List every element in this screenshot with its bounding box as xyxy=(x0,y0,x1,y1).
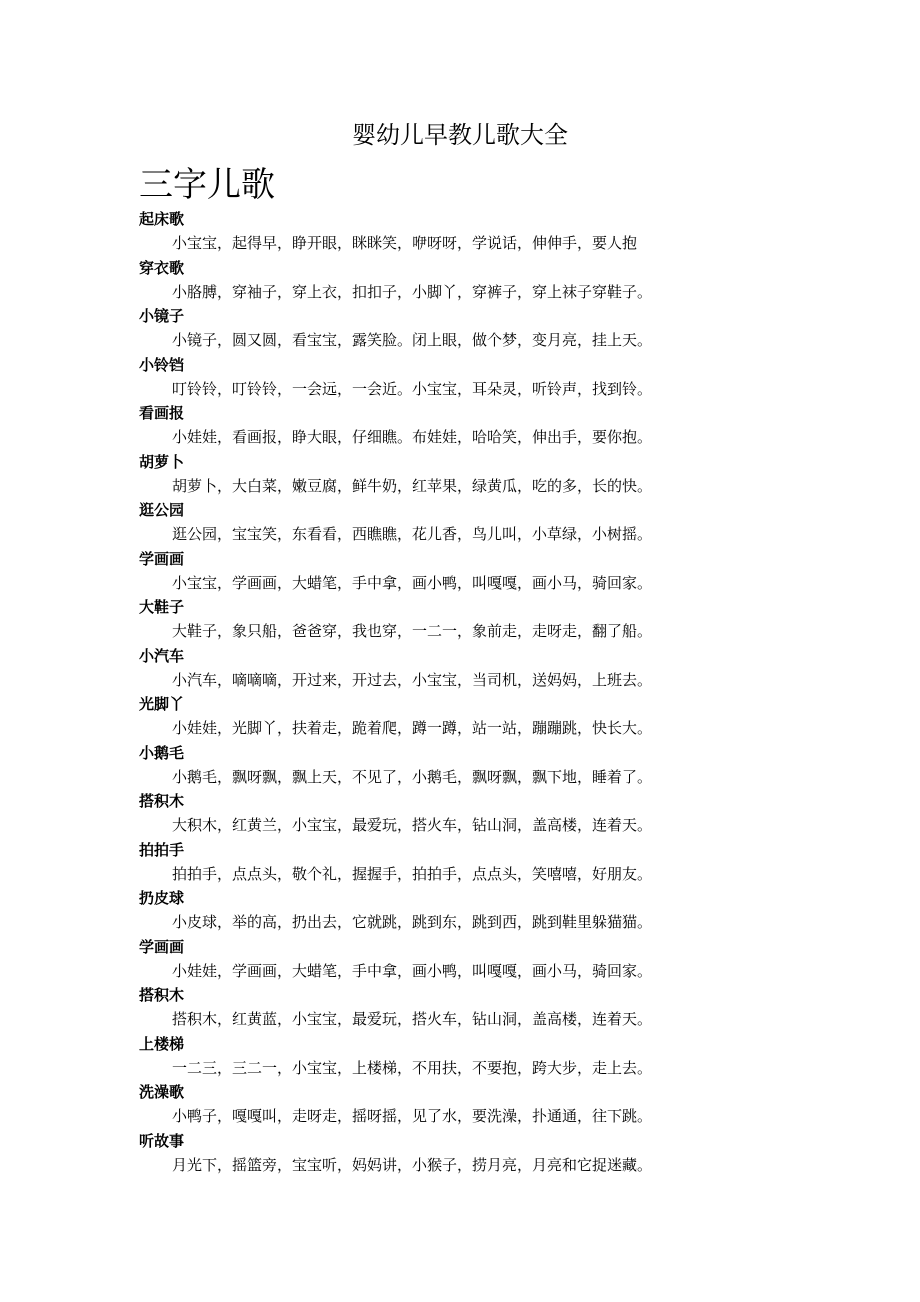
song-item xyxy=(139,789,699,838)
song-lyrics: 大积木，红黄兰，小宝宝，最爱玩，搭火车，钻山洞，盖高楼，连着天。 xyxy=(172,816,653,834)
song-item xyxy=(139,935,699,984)
song-title: 小镜子 xyxy=(139,307,185,325)
song-item xyxy=(139,741,699,790)
song-lyrics: 小汽车，嘀嘀嘀，开过来，开过去，小宝宝，当司机，送妈妈，上班去。 xyxy=(172,670,653,689)
song-lyrics: 小镜子，圆又圆，看宝宝，露笑脸。闭上眼，做个梦，变月亮，挂上天。 xyxy=(172,331,653,349)
song-title: 小铃铛 xyxy=(139,355,185,374)
song-item xyxy=(139,401,699,450)
song-lyrics: 搭积木，红黄蓝，小宝宝，最爱玩，搭火车，钻山洞，盖高楼，连着天。 xyxy=(172,1010,653,1028)
song-lyrics: 小娃娃，看画报，睁大眼，仔细瞧。布娃娃，哈哈笑，伸出手，要你抱。 xyxy=(172,428,653,446)
song-title: 小汽车 xyxy=(139,646,185,665)
song-lyrics: 叮铃铃，叮铃铃，一会远，一会近。小宝宝，耳朵灵，听铃声，找到铃。 xyxy=(172,379,653,398)
song-list xyxy=(139,207,699,1177)
song-item xyxy=(139,450,699,499)
song-title: 上楼梯 xyxy=(139,1034,185,1053)
song-title: 起床歌 xyxy=(139,210,185,228)
song-lyrics: 大鞋子，象只船，爸爸穿，我也穿，一二一，象前走，走呀走，翻了船。 xyxy=(172,622,653,640)
song-item xyxy=(139,1032,699,1081)
song-title: 扔皮球 xyxy=(139,889,185,907)
song-item xyxy=(139,595,699,644)
song-lyrics: 月光下，摇篮旁，宝宝听，妈妈讲，小猴子，捞月亮，月亮和它捉迷藏。 xyxy=(172,1155,653,1174)
song-item xyxy=(139,1080,699,1129)
document-title: 婴幼儿早教儿歌大全 xyxy=(352,121,568,149)
song-item xyxy=(139,692,699,741)
song-lyrics: 胡萝卜，大白菜，嫩豆腐，鲜牛奶，红苹果，绿黄瓜，吃的多，长的快。 xyxy=(172,476,653,495)
song-item xyxy=(139,353,699,402)
song-title: 听故事 xyxy=(139,1131,185,1150)
song-lyrics: 一二三，三二一，小宝宝，上楼梯，不用扶，不要抱，跨大步，走上去。 xyxy=(172,1058,653,1077)
song-title: 洗澡歌 xyxy=(139,1083,185,1101)
song-title: 搭积木 xyxy=(139,986,185,1004)
song-item xyxy=(139,304,699,353)
song-item xyxy=(139,838,699,887)
song-title: 搭积木 xyxy=(139,792,185,810)
song-lyrics: 小鹅毛，飘呀飘，飘上天，不见了，小鹅毛，飘呀飘，飘下地，睡着了。 xyxy=(172,767,653,786)
song-title: 穿衣歌 xyxy=(139,258,185,277)
song-lyrics: 小宝宝，起得早，睁开眼，眯眯笑，咿呀呀，学说话，伸伸手，要人抱 xyxy=(172,234,638,252)
song-item xyxy=(139,207,699,256)
song-title: 小鹅毛 xyxy=(139,743,185,762)
song-lyrics: 逛公园，宝宝笑，东看看，西瞧瞧，花儿香，鸟儿叫，小草绿，小树摇。 xyxy=(172,525,653,543)
song-lyrics: 拍拍手，点点头，敬个礼，握握手，拍拍手，点点头，笑嘻嘻，好朋友。 xyxy=(172,864,653,883)
song-title: 学画画 xyxy=(139,549,185,568)
song-item xyxy=(139,644,699,693)
song-lyrics: 小娃娃，光脚丫，扶着走，跪着爬，蹲一蹲，站一站，蹦蹦跳，快长大。 xyxy=(172,719,653,737)
song-title: 学画画 xyxy=(139,937,185,956)
song-item xyxy=(139,886,699,935)
song-lyrics: 小娃娃，学画画，大蜡笔，手中拿，画小鸭，叫嘎嘎，画小马，骑回家。 xyxy=(172,961,653,980)
song-lyrics: 小胳膊，穿袖子，穿上衣，扣扣子，小脚丫，穿裤子，穿上袜子穿鞋子。 xyxy=(172,282,653,301)
song-title: 看画报 xyxy=(139,404,185,422)
song-lyrics: 小宝宝，学画画，大蜡笔，手中拿，画小鸭，叫嘎嘎，画小马，骑回家。 xyxy=(172,573,653,592)
song-title: 光脚丫 xyxy=(139,695,185,713)
song-item xyxy=(139,498,699,547)
song-item xyxy=(139,547,699,596)
song-item xyxy=(139,983,699,1032)
song-lyrics: 小皮球，举的高，扔出去，它就跳，跳到东，跳到西，跳到鞋里躲猫猫。 xyxy=(172,913,653,931)
song-title: 逛公园 xyxy=(139,501,185,519)
song-lyrics: 小鸭子，嘎嘎叫，走呀走，摇呀摇，见了水，要洗澡，扑通通，往下跳。 xyxy=(172,1107,653,1125)
song-item xyxy=(139,1129,699,1178)
song-title: 大鞋子 xyxy=(139,598,185,616)
section-heading: 三字儿歌 xyxy=(139,165,275,205)
song-title: 拍拍手 xyxy=(139,840,185,859)
song-item xyxy=(139,256,699,305)
song-title: 胡萝卜 xyxy=(139,452,185,471)
